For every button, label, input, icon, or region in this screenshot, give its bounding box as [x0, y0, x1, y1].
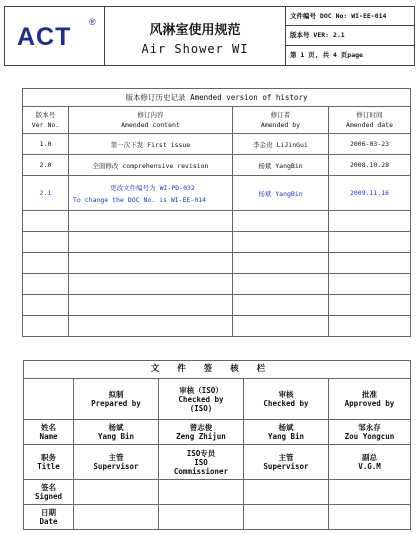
document-header — [4, 6, 415, 66]
date-cell: 2008.10.28 — [329, 155, 411, 176]
column-header: 修订时间 Amended date — [329, 107, 411, 134]
date-row — [24, 505, 411, 530]
signoff-column-header: 审核（ISO） Checked by (ISO) — [159, 379, 244, 420]
table-row — [23, 211, 411, 232]
name-cell: 杨斌 Yang Bin — [244, 420, 329, 445]
row-label: 签名 Signed — [24, 480, 74, 505]
table-row — [23, 274, 411, 295]
signoff-column-header: 批准 Approved by — [329, 379, 411, 420]
signature-row — [24, 480, 411, 505]
signoff-column-header: 拟制 Prepared by — [74, 379, 159, 420]
date-cell: 2006-03-23 — [329, 134, 411, 155]
name-row — [24, 420, 411, 445]
table-row — [23, 295, 411, 316]
date-cell: 2009.11.16 — [329, 176, 411, 211]
table-row — [23, 253, 411, 274]
job-cell: 主管 Supervisor — [74, 445, 159, 480]
title-row — [24, 445, 411, 480]
column-header: 修订者 Amended by — [233, 107, 329, 134]
name-cell: 杨斌 Yang Bin — [74, 420, 159, 445]
version-cell: 2.0 — [23, 155, 69, 176]
row-label: 日期 Date — [24, 505, 74, 530]
date-cell — [329, 505, 411, 530]
content-cell: 更改文件编号为 WI-PD-032 To change the DOC No. is WI-EE-014 — [69, 176, 233, 211]
signoff-column-header: 审核 Checked by — [244, 379, 329, 420]
version-cell: 1.0 — [23, 134, 69, 155]
doc-version: 版本号 VER: 2.1 — [286, 26, 414, 45]
history-caption: 版本修订历史记录 Amended version of history — [23, 89, 411, 107]
date-cell — [244, 505, 329, 530]
logo-cell — [5, 7, 105, 65]
date-cell — [159, 505, 244, 530]
job-cell: 主管 Supervisor — [244, 445, 329, 480]
signoff-table — [23, 360, 411, 530]
name-cell: 邹永存 Zou Yongcun — [329, 420, 411, 445]
version-cell: 2.1 — [23, 176, 69, 211]
page-count: 第 1 页, 共 4 页page — [290, 50, 363, 59]
job-cell: ISO专员 ISO Commissioner — [159, 445, 244, 480]
row-label: 职务 Title — [24, 445, 74, 480]
date-cell — [74, 505, 159, 530]
table-row — [23, 155, 411, 176]
document-title-cn: 风淋室使用规范 — [149, 23, 241, 38]
job-cell: 副总 V.G.M — [329, 445, 411, 480]
content-cell: 第一次下发 First issue — [69, 134, 233, 155]
amended-by-cell: 杨斌 YangBin — [233, 155, 329, 176]
doc-number: 文件编号 DOC No: WI-EE-014 — [286, 7, 414, 26]
document-title-en: Air Shower WI — [141, 42, 249, 56]
amended-by-cell: 杨斌 YangBin — [233, 176, 329, 211]
signoff-title: 文件签核栏 — [24, 361, 411, 379]
column-header: 修订内容 Amended content — [69, 107, 233, 134]
title-cell — [105, 7, 286, 65]
amended-by-cell: 李金贵 LiJinGui — [233, 134, 329, 155]
signature-cell — [329, 480, 411, 505]
signature-cell — [74, 480, 159, 505]
name-cell: 曾志俊 Zeng Zhijun — [159, 420, 244, 445]
revision-history-table — [22, 88, 411, 337]
table-row — [23, 316, 411, 337]
table-row — [23, 232, 411, 253]
meta-cell — [286, 7, 414, 65]
content-cell: 全面修改 comprehensive revision — [69, 155, 233, 176]
signature-cell — [159, 480, 244, 505]
signature-cell — [244, 480, 329, 505]
table-row — [23, 176, 411, 211]
registered-mark-icon: ® — [89, 17, 96, 27]
column-header: 版本号 Ver No. — [23, 107, 69, 134]
table-row — [23, 134, 411, 155]
row-label: 姓名 Name — [24, 420, 74, 445]
company-logo: ACT — [17, 23, 72, 51]
